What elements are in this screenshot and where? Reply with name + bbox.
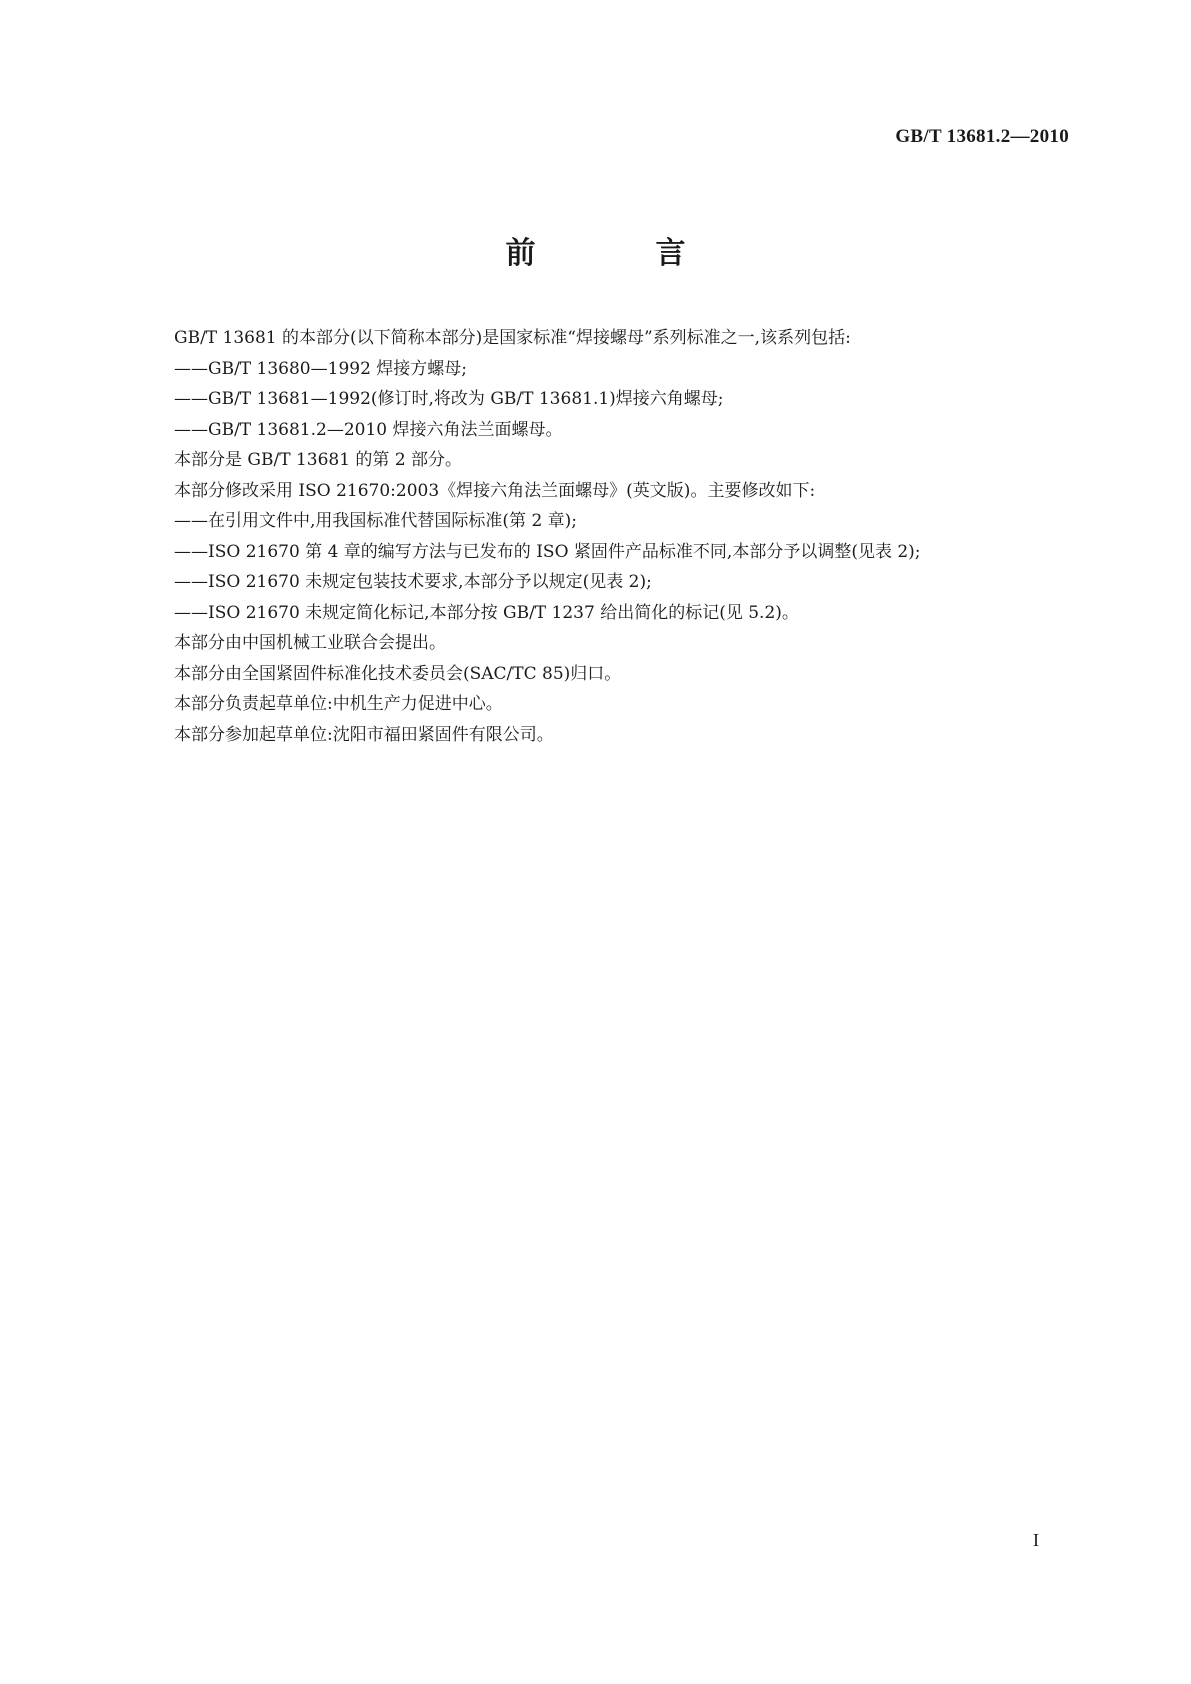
paragraph-line: ——在引用文件中,用我国标准代替国际标准(第 2 章);	[174, 511, 578, 531]
paragraph-line: 本部分是 GB/T 13681 的第 2 部分。	[174, 450, 463, 470]
paragraph-line: ——ISO 21670 未规定简化标记,本部分按 GB/T 1237 给出简化的标记(见 5.2)。	[174, 602, 799, 623]
paragraph-line: 本部分由全国紧固件标准化技术委员会(SAC/TC 85)归口。	[174, 663, 622, 684]
paragraph-line: ——GB/T 13681—1992(修订时,将改为 GB/T 13681.1)焊接六角螺母;	[174, 389, 724, 409]
paragraph-line: ——ISO 21670 第 4 章的编写方法与已发布的 ISO 紧固件产品标准不同,本部分予以调整(见表 2);	[174, 541, 921, 562]
paragraph-line: GB/T 13681 的本部分(以下简称本部分)是国家标准“焊接螺母”系列标准之一,该系列包括:	[174, 328, 851, 348]
foreword-body	[174, 323, 1074, 750]
page-title: 前 言	[505, 236, 731, 271]
paragraph-line: ——ISO 21670 未规定包装技术要求,本部分予以规定(见表 2);	[174, 572, 652, 592]
page-number: I	[1033, 1530, 1039, 1550]
paragraph-line: 本部分参加起草单位:沈阳市福田紧固件有限公司。	[174, 724, 554, 745]
paragraph-line: ——GB/T 13681.2—2010 焊接六角法兰面螺母。	[174, 419, 563, 440]
paragraph-line: ——GB/T 13680—1992 焊接方螺母;	[174, 358, 468, 379]
paragraph-line: 本部分由中国机械工业联合会提出。	[174, 633, 446, 653]
paragraph-line: 本部分负责起草单位:中机生产力促进中心。	[174, 694, 503, 714]
paragraph-line: 本部分修改采用 ISO 21670:2003《焊接六角法兰面螺母》(英文版)。主要修改如下:	[174, 480, 816, 501]
standard-code: GB/T 13681.2—2010	[895, 126, 1069, 147]
